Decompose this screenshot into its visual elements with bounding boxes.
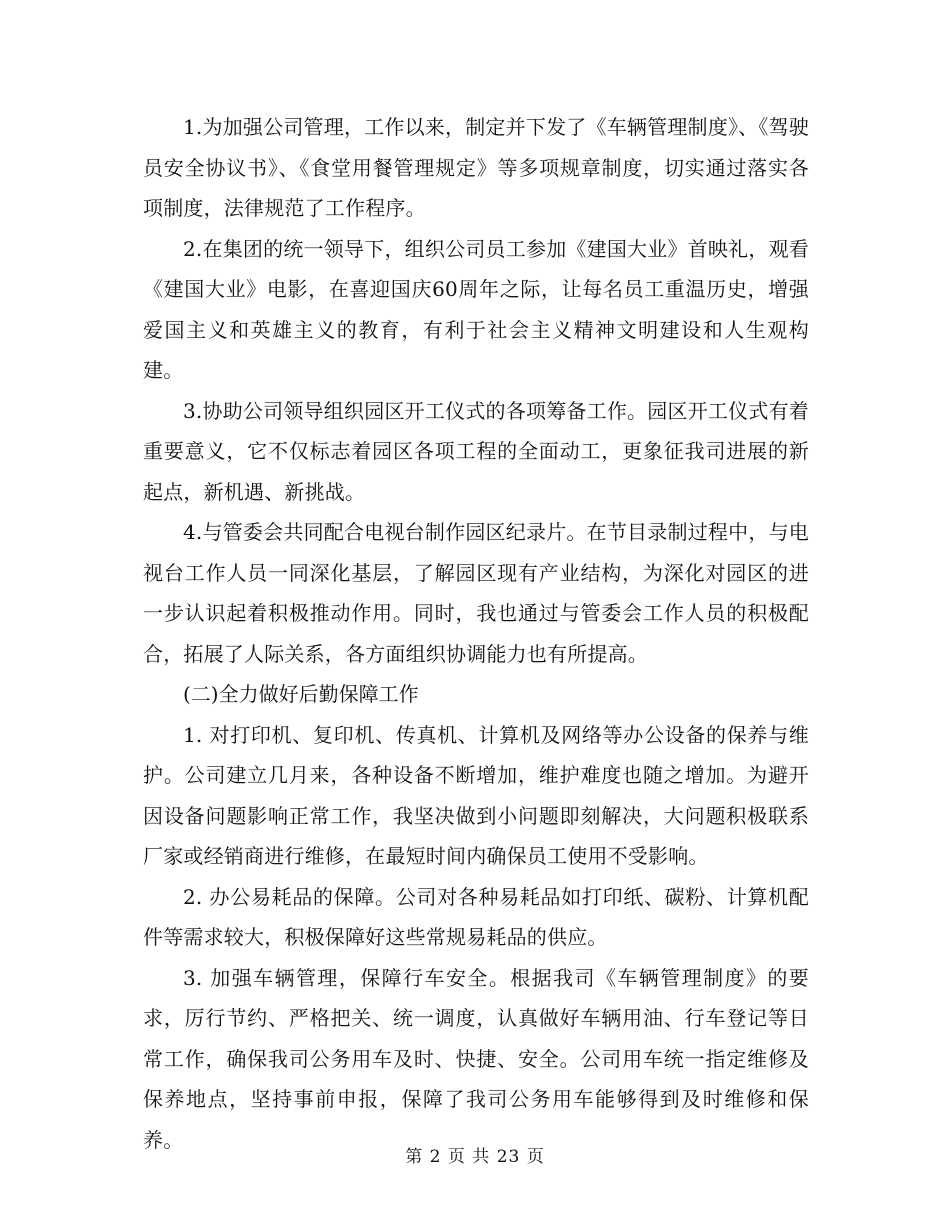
section-paragraph-3: 3. 加强车辆管理，保障行车安全。根据我司《车辆管理制度》的要求，厉行节约、严格把关、统一调度，认真做好车辆用油、行车登记等日常工作，确保我司公务用车及时、快捷、安全。公司用车统一指定维修及保养地点，坚持事前申报，保障了我司公务用车能够得到及时维修和保养。: [143, 965, 809, 1152]
section-heading: (二)全力做好后勤保障工作: [183, 682, 419, 706]
document-body: [143, 107, 809, 1160]
paragraph-3: 3.协助公司领导组织园区开工仪式的各项筹备工作。园区开工仪式有着重要意义，它不仅标志着园区各项工程的全面动工，更象征我司进展的新起点，新机遇、新挑战。: [143, 398, 809, 504]
page-number-footer: 第 2 页 共 23 页: [405, 1147, 545, 1167]
section-paragraph-2: 2. 办公易耗品的保障。公司对各种易耗品如打印纸、碳粉、计算机配件等需求较大，积极保障好这些常规易耗品的供应。: [143, 884, 809, 949]
paragraph-4: 4.与管委会共同配合电视台制作园区纪录片。在节目录制过程中，与电视台工作人员一同深化基层，了解园区现有产业结构，为深化对园区的进一步认识起着积极推动作用。同时，我也通过与管委会工作人员的积极配合，拓展了人际关系，各方面组织协调能力也有所提高。: [143, 520, 809, 666]
paragraph-2: 2.在集团的统一领导下，组织公司员工参加《建国大业》首映礼，观看《建国大业》电影，在喜迎国庆60周年之际，让每名员工重温历史，增强爱国主义和英雄主义的教育，有利于社会主义精神文明建设和人生观构建。: [143, 236, 809, 382]
paragraph-1: 1.为加强公司管理，工作以来，制定并下发了《车辆管理制度》、《驾驶员安全协议书》、《食堂用餐管理规定》等多项规章制度，切实通过落实各项制度，法律规范了工作程序。: [143, 115, 809, 220]
section-paragraph-1: 1. 对打印机、复印机、传真机、计算机及网络等办公设备的保养与维护。公司建立几月来，各种设备不断增加，维护难度也随之增加。为避开因设备问题影响正常工作，我坚决做到小问题即刻解决，大问题积极联系厂家或经销商进行维修，在最短时间内确保员工使用不受影响。: [143, 722, 809, 868]
